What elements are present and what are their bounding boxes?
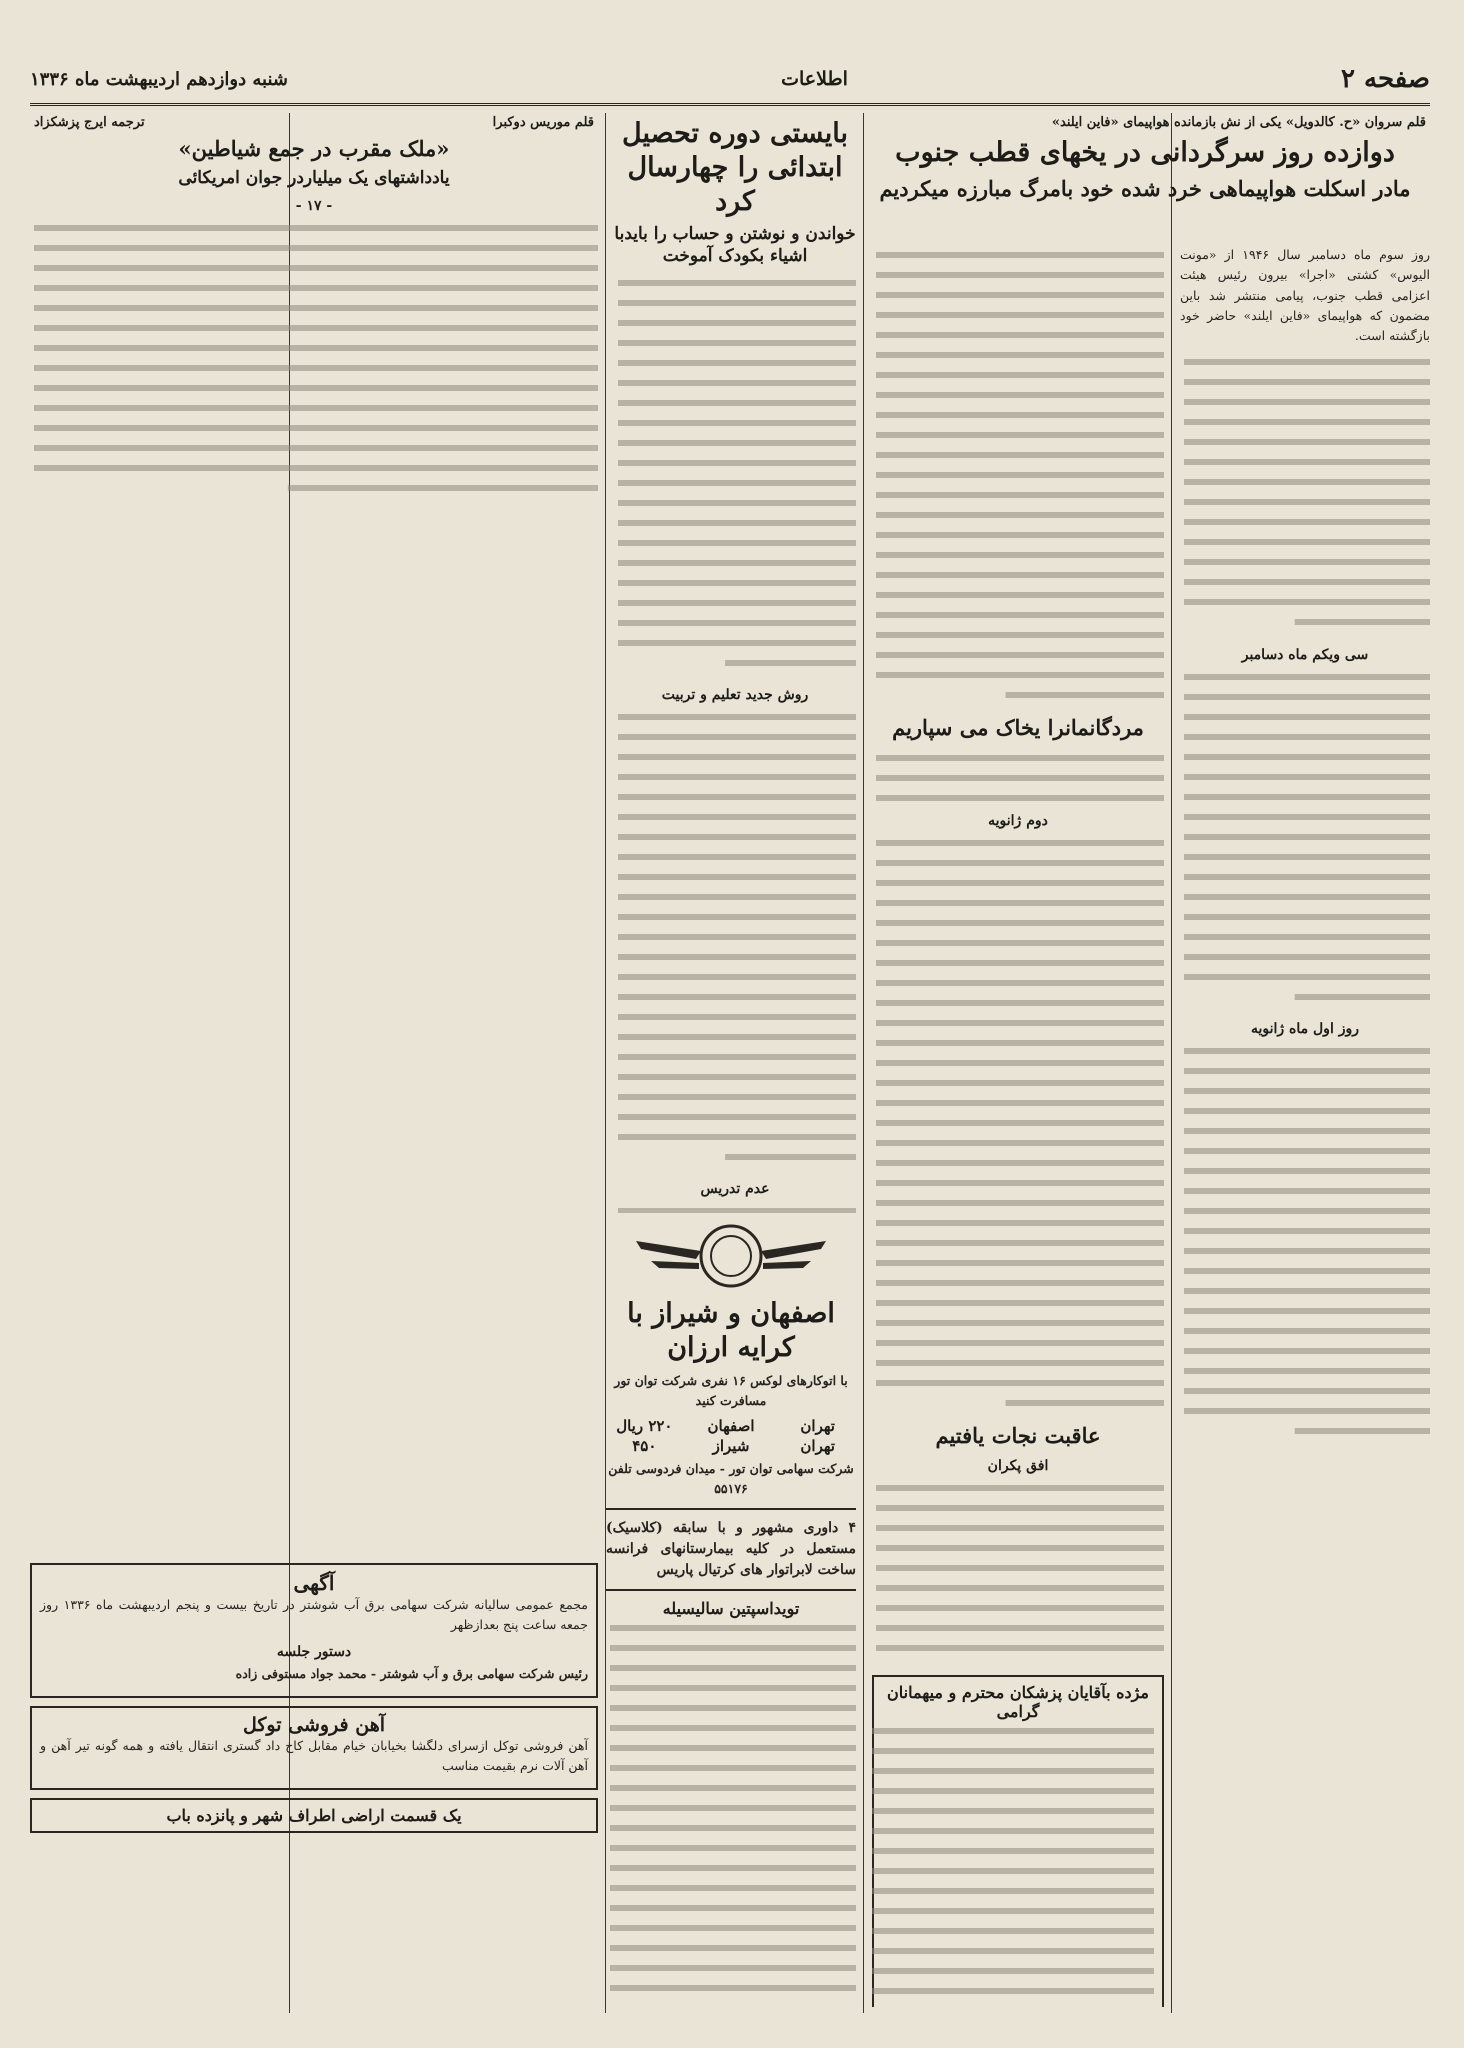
ad-signature: رئیس شرکت سهامی برق و آب شوشتر - محمد جواد مستوفی زاده: [235, 1665, 588, 1681]
serial-number: - ۱۷ -: [295, 197, 333, 214]
col1-article: [1180, 245, 1430, 2005]
article-body: [1180, 667, 1430, 1013]
article-body: [872, 833, 1164, 1419]
masthead: [30, 55, 1430, 106]
col2-article-cont: [872, 805, 1164, 1665]
article-body: [614, 273, 856, 679]
ad-body: [882, 1721, 1154, 2007]
column-rule: [863, 113, 864, 2013]
ad-body: مجمع عمومی سالیانه شرکت سهامی برق آب شوشتر در تاریخ بیست و پنجم اردیبهشت ماه ۱۳۳۶ روز جمعه ساعت پنج بعدازظهر: [40, 1597, 588, 1633]
ad-box: [30, 1563, 598, 1698]
ad-title: آگهی: [293, 1571, 335, 1595]
col2-ads: [872, 1667, 1164, 2007]
col4-article: [30, 113, 598, 1403]
fare-cell: ۲۲۰ ریال: [616, 1417, 673, 1435]
fare-cell: شیراز: [712, 1437, 750, 1455]
ad-subtitle: با اتوکارهای لوکس ۱۶ نفری شرکت توان تور مسافرت کنید: [614, 1372, 848, 1408]
ad-box: [872, 1675, 1164, 2007]
headline: دوازده روز سرگردانی در یخهای قطب جنوب: [895, 137, 1395, 168]
article-body: [614, 707, 856, 1173]
ad-title: مژده بآقایان پزشکان محترم و میهمانان گرامی: [887, 1683, 1149, 1721]
divider: [606, 1589, 856, 1591]
section-headline: مردگانمانرا یخاک می سپاریم: [892, 715, 1144, 741]
col3-article: [614, 113, 856, 1213]
newspaper-page: [30, 55, 1430, 2023]
divider: [606, 1508, 856, 1510]
fare-cell: اصفهان: [707, 1417, 755, 1435]
section-heading: افق پکران: [987, 1457, 1049, 1474]
issue-date: شنبه دوازدهم اردیبهشت ماه ۱۳۳۶: [30, 68, 288, 90]
subheadline: خواندن و نوشتن و حساب را بایدبا اشیاء بکودک آموخت: [614, 224, 856, 266]
article-body: [30, 218, 598, 504]
byline: قلم سروان «ح. کالدویل» یکی از نش بازمانده هواپیمای «فاین ایلند»: [1051, 115, 1426, 130]
fare-cell: ۴۵۰: [632, 1437, 657, 1455]
ad-body: [606, 1618, 856, 2006]
article-body: [614, 1201, 856, 1213]
section-heading: روش جدید تعلیم و تربیت: [661, 687, 809, 703]
fare-cell: تهران: [800, 1417, 835, 1435]
subheadline: مادر اسکلت هواپیماهی خرد شده خود بامرگ مبارزه میکردیم: [879, 175, 1411, 201]
section-heading: دوم ژانویه: [988, 813, 1048, 829]
article-body: [1180, 1041, 1430, 1447]
article-body: [872, 1478, 1164, 1666]
article-body: [1180, 352, 1430, 638]
translator: ترجمه ایرج پزشکزاد: [34, 115, 145, 130]
ad-box: [30, 1706, 598, 1791]
ad-title: تویداسپتین سالیسیله: [662, 1598, 800, 1618]
ad-box: [30, 1798, 598, 1833]
tour-company-logo: [631, 1221, 831, 1291]
column-rule: [1171, 113, 1172, 2013]
ad-title: اصفهان و شیراز با کرایه ارزان: [627, 1298, 835, 1363]
ad-body: آهن فروشی توکل ازسرای دلگشا بخیابان خیام مقابل کاخ داد گستری انتقال یافته و همه گونه تیر آهن و آهن آلات نرم بقیمت مناسب: [40, 1737, 588, 1773]
col2-article: [872, 245, 1164, 805]
article-body: [872, 245, 1164, 711]
paper-title: اطلاعات: [781, 68, 848, 90]
headline: بایستی دوره تحصیل ابتدائی را چهارسال کرد: [622, 118, 848, 217]
section-heading: سی ویکم ماه دسامبر: [1241, 646, 1369, 663]
ad-footer: شرکت سهامی توان تور - میدان فردوسی تلفن ۵۵۱۷۶: [608, 1461, 854, 1497]
article-body: [872, 748, 1164, 806]
ad-title: آهن فروشی توکل: [242, 1713, 386, 1736]
ad-title: یک قسمت اراضی اطراف شهر و پانزده باب: [166, 1806, 462, 1826]
section-heading: روز اول ماه ژانویه: [1250, 1020, 1359, 1037]
subheadline: یادداشتهای یک میلیاردر جوان امریکائی: [178, 168, 450, 189]
lead-paragraph: روز سوم ماه دسامبر سال ۱۹۴۶ از «مونت الیوس» کشتی «اجرا» بیرون رئیس هیئت اعزامی قطب جنوب، پیامی منتشر شد باین مضمون که هواپیمای «فاین ایلند» حاضر خود بازگشته است.: [1180, 247, 1430, 343]
page-number: صفحه ۲: [1341, 64, 1430, 94]
author: قلم موریس دوکبرا: [492, 115, 594, 130]
col3-ads: [606, 1215, 856, 2005]
section-heading: عدم تدریس: [700, 1181, 770, 1198]
fare-table: [606, 1417, 856, 1455]
headline: «ملک مقرب در جمع شیاطین»: [178, 136, 450, 161]
section-headline: عاقبت نجات یافتیم: [935, 1423, 1101, 1449]
col4-ads: [30, 1555, 598, 2005]
fare-cell: تهران: [800, 1437, 835, 1455]
ad-subheading: دستور جلسه: [276, 1643, 352, 1660]
ad-body: ۴ داوری مشهور و با سابقه (کلاسیک) مستعمل در کلیه بیمارستانهای فرانسه ساخت لابراتوار های کرتیال پاریس: [606, 1519, 856, 1578]
